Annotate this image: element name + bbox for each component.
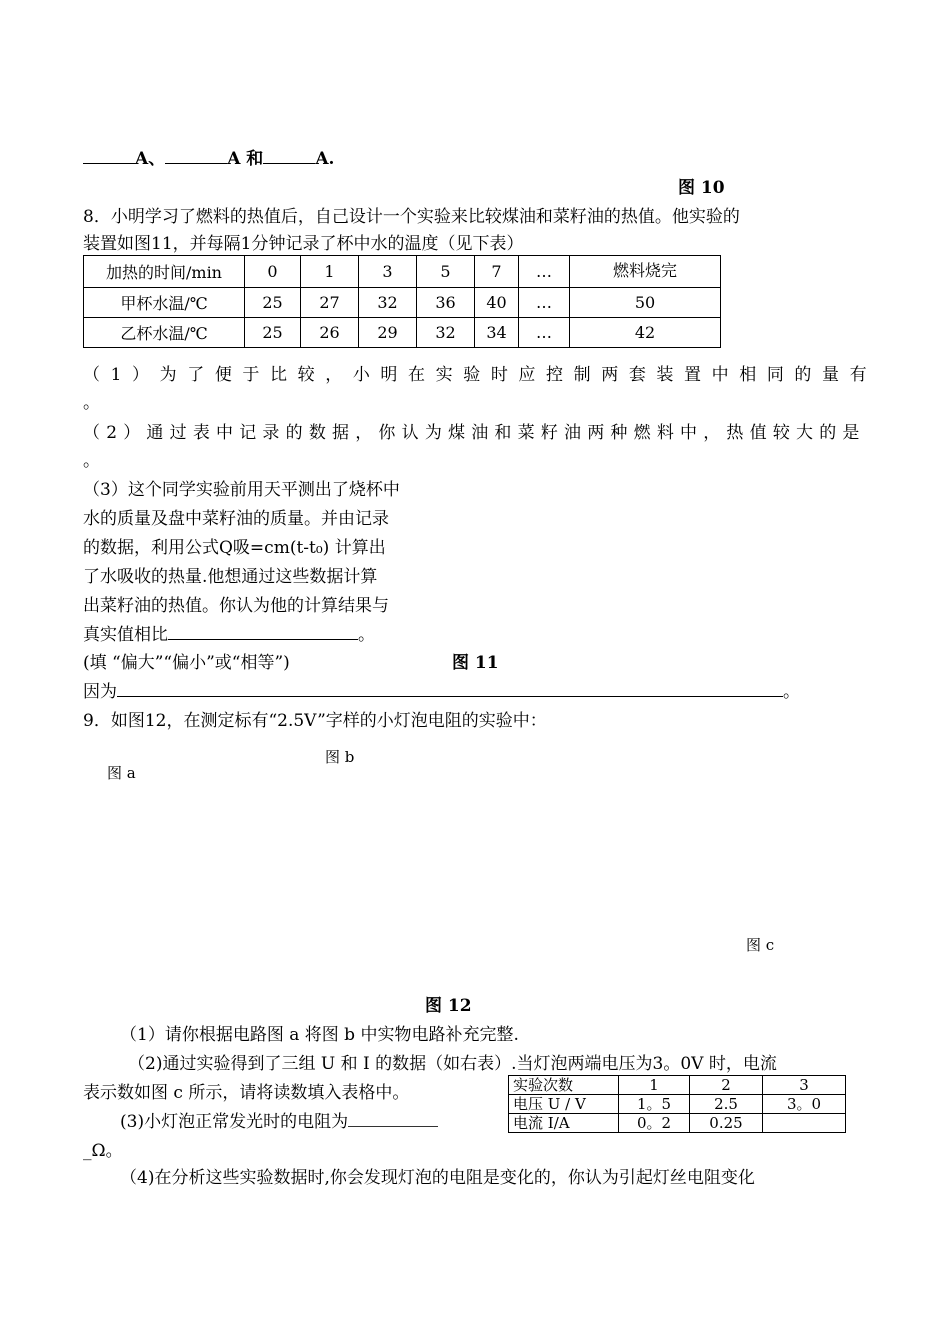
q9-part1: （1）请你根据电路图 a 将图 b 中实物电路补充完整. (120, 1025, 519, 1045)
blank (165, 149, 227, 164)
measurement-table (508, 1075, 846, 1133)
fill-hint: (填 “偏大”“偏小”或“相等”) (83, 653, 290, 673)
temperature-table (83, 255, 721, 348)
q8-part1: （1）为了便于比较，小明在实验时应控制两套装置中相同的量有 (83, 365, 878, 385)
answer-blank[interactable] (168, 625, 358, 640)
q9-part3: (3)小灯泡正常发光时的电阻为 (120, 1107, 438, 1132)
table-row: 电流 I/A 0。2 0.25 (509, 1114, 846, 1133)
figure-a-caption: 图 a (107, 764, 136, 782)
because-line: 因为 。 (83, 682, 800, 702)
answer-cell[interactable] (763, 1114, 846, 1133)
q8-part3-line: 水的质量及盘中菜籽油的质量。并由记录 (83, 509, 389, 529)
q8-part3-last: 真实值相比 。 (83, 625, 375, 645)
answer-blank[interactable] (348, 1112, 438, 1127)
q8-part2: （2）通过表中记录的数据，你认为煤油和菜籽油两种燃料中，热值较大的是 (83, 423, 866, 443)
figure-12-caption: 图 12 (425, 996, 472, 1016)
table-row: 乙杯水温/℃ 25 26 29 32 34 … 42 (84, 318, 721, 348)
table-row: 甲杯水温/℃ 25 27 32 36 40 … 50 (84, 288, 721, 318)
table-row: 电压 U / V 1。5 2.5 3。0 (509, 1095, 846, 1114)
q9-line1: 9．如图12，在测定标有“2.5V”字样的小灯泡电阻的实验中： (83, 711, 547, 731)
q8-line2: 装置如图11，并每隔1分钟记录了杯中水的温度（见下表） (83, 234, 524, 254)
q8-line1: 8．小明学习了燃料的热值后，自己设计一个实验来比较煤油和菜籽油的热值。他实验的 (83, 207, 740, 227)
q8-part1-end: 。 (83, 393, 100, 413)
table-row: 加热的时间/min 0 1 3 5 7 … 燃料烧完 (84, 256, 721, 288)
figure-11-caption: 图 11 (452, 653, 499, 673)
answer-line-q7: A、 A 和 A. (83, 144, 334, 169)
q9-part4: （4)在分析这些实验数据时,你会发现灯泡的电阻是变化的，你认为引起灯丝电阻变化 (120, 1168, 755, 1188)
q9-part2-line2: 表示数如图 c 所示，请将读数填入表格中。 (83, 1083, 410, 1103)
q8-part3-line: 了水吸收的热量.他想通过这些数据计算 (83, 567, 378, 587)
q8-part3-line: 出菜籽油的热值。你认为他的计算结果与 (83, 596, 389, 616)
figure-b-caption: 图 b (325, 748, 355, 766)
answer-blank[interactable] (117, 682, 783, 697)
q9-part3-unit: _Ω。 (83, 1141, 123, 1161)
blank (83, 149, 135, 164)
figure-10-caption: 图 10 (678, 178, 725, 198)
q8-part3-line: （3）这个同学实验前用天平测出了烧杯中 (83, 480, 400, 500)
blank (263, 149, 315, 164)
q9-part2-line1: （2)通过实验得到了三组 U 和 I 的数据（如右表）.当灯泡两端电压为3。0V 时，电流 (128, 1054, 777, 1074)
figure-c-caption: 图 c (746, 936, 775, 954)
table-row: 实验次数 1 2 3 (509, 1076, 846, 1095)
q8-part2-end: 。 (83, 451, 100, 471)
q8-part3-line: 的数据，利用公式Q吸=cm(t-t₀) 计算出 (83, 538, 386, 558)
